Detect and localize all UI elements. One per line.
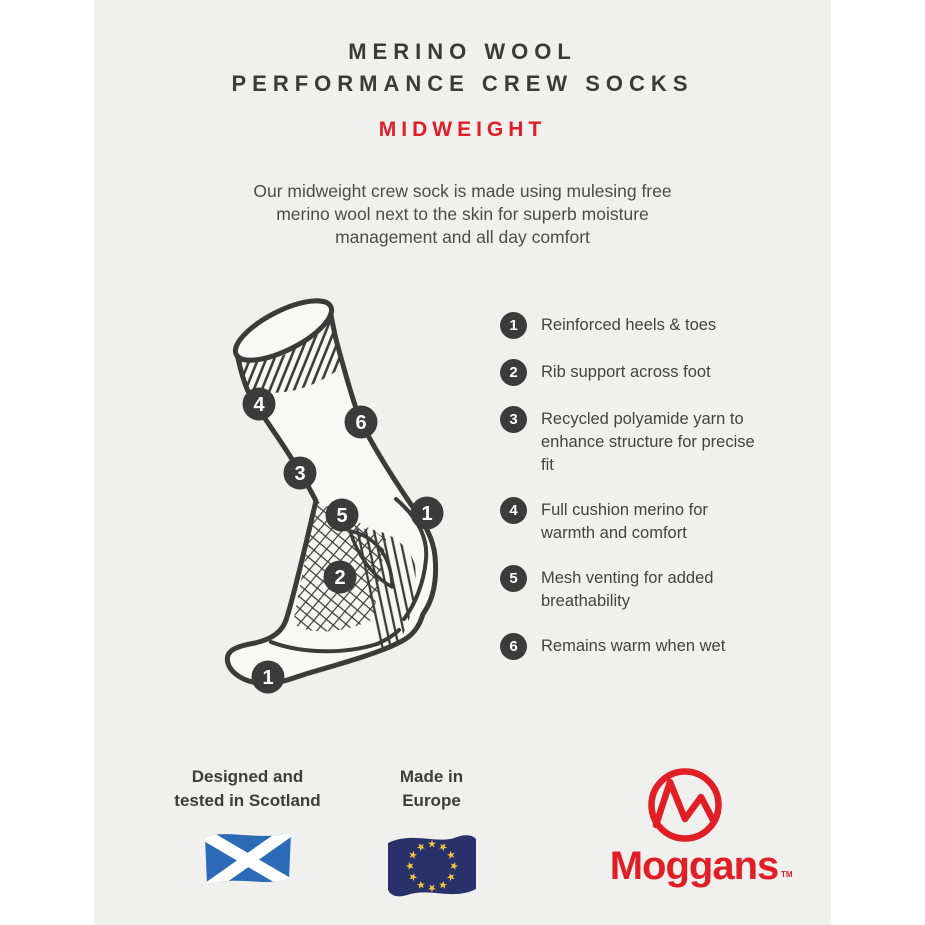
sock-diagram bbox=[195, 285, 485, 715]
made-line-2: Europe bbox=[402, 791, 461, 810]
sock-marker-3 bbox=[284, 457, 317, 490]
legend-item-text: Full cushion merino for warmth and comfort bbox=[541, 501, 708, 542]
legend-item-text: Rib support across foot bbox=[541, 363, 711, 381]
sock-marker-4 bbox=[243, 388, 276, 421]
legend-number-badge: 3 bbox=[500, 406, 527, 433]
sock-marker-5 bbox=[326, 499, 359, 532]
svg-text:2: 2 bbox=[334, 567, 346, 589]
svg-text:3: 3 bbox=[294, 463, 306, 485]
designed-line-1: Designed and bbox=[191, 767, 304, 786]
brand-wordmark: Moggans bbox=[609, 844, 779, 888]
legend-item-3 bbox=[500, 408, 800, 477]
legend-item-text: Remains warm when wet bbox=[541, 637, 726, 655]
legend-item-text: Recycled polyamide yarn to enhance structure for precise fit bbox=[541, 410, 755, 474]
svg-text:1: 1 bbox=[262, 667, 274, 689]
legend-item-2 bbox=[500, 361, 800, 386]
legend-number-badge: 6 bbox=[500, 633, 527, 660]
made-in-label bbox=[374, 765, 489, 813]
brand-trademark: TM bbox=[781, 870, 793, 879]
legend-item-1 bbox=[500, 314, 800, 339]
brand-logo-block bbox=[605, 763, 800, 898]
legend-item-6 bbox=[500, 635, 800, 660]
svg-text:4: 4 bbox=[253, 394, 265, 416]
product-description bbox=[173, 180, 753, 249]
sock-marker-2 bbox=[324, 561, 357, 594]
designed-line-2: tested in Scotland bbox=[174, 791, 321, 810]
infographic-panel bbox=[94, 0, 831, 925]
sock-marker-6 bbox=[345, 406, 378, 439]
moggans-mountain-icon bbox=[652, 772, 719, 839]
title-line-1: MERINO WOOL bbox=[348, 39, 577, 64]
legend-item-5 bbox=[500, 567, 800, 613]
page-title bbox=[94, 36, 831, 100]
svg-text:1: 1 bbox=[421, 503, 433, 525]
title-line-2: PERFORMANCE CREW SOCKS bbox=[231, 71, 694, 96]
legend-number-badge: 1 bbox=[500, 312, 527, 339]
svg-text:5: 5 bbox=[336, 505, 348, 527]
legend-number-badge: 5 bbox=[500, 565, 527, 592]
eu-flag-icon bbox=[385, 827, 479, 907]
made-line-1: Made in bbox=[399, 767, 464, 786]
legend-item-text: Mesh venting for added breathability bbox=[541, 569, 714, 610]
origin-designed-block bbox=[150, 765, 345, 897]
scotland-flag-icon bbox=[202, 827, 294, 897]
legend-item-4 bbox=[500, 499, 800, 545]
sock-marker-1-heel bbox=[411, 497, 444, 530]
svg-text:6: 6 bbox=[355, 412, 367, 434]
legend-number-badge: 2 bbox=[500, 359, 527, 386]
legend-item-text: Reinforced heels & toes bbox=[541, 316, 717, 334]
description-line: management and all day comfort bbox=[335, 227, 590, 247]
origin-made-block bbox=[374, 765, 489, 907]
weight-label: MIDWEIGHT bbox=[378, 118, 547, 141]
description-line: Our midweight crew sock is made using mulesing free bbox=[253, 181, 672, 201]
feature-legend bbox=[500, 314, 800, 660]
designed-in-label bbox=[150, 765, 345, 813]
legend-number-badge: 4 bbox=[500, 497, 527, 524]
description-line: merino wool next to the skin for superb moisture bbox=[276, 204, 649, 224]
moggans-logo bbox=[605, 763, 800, 893]
sock-marker-1-toe bbox=[252, 661, 285, 694]
